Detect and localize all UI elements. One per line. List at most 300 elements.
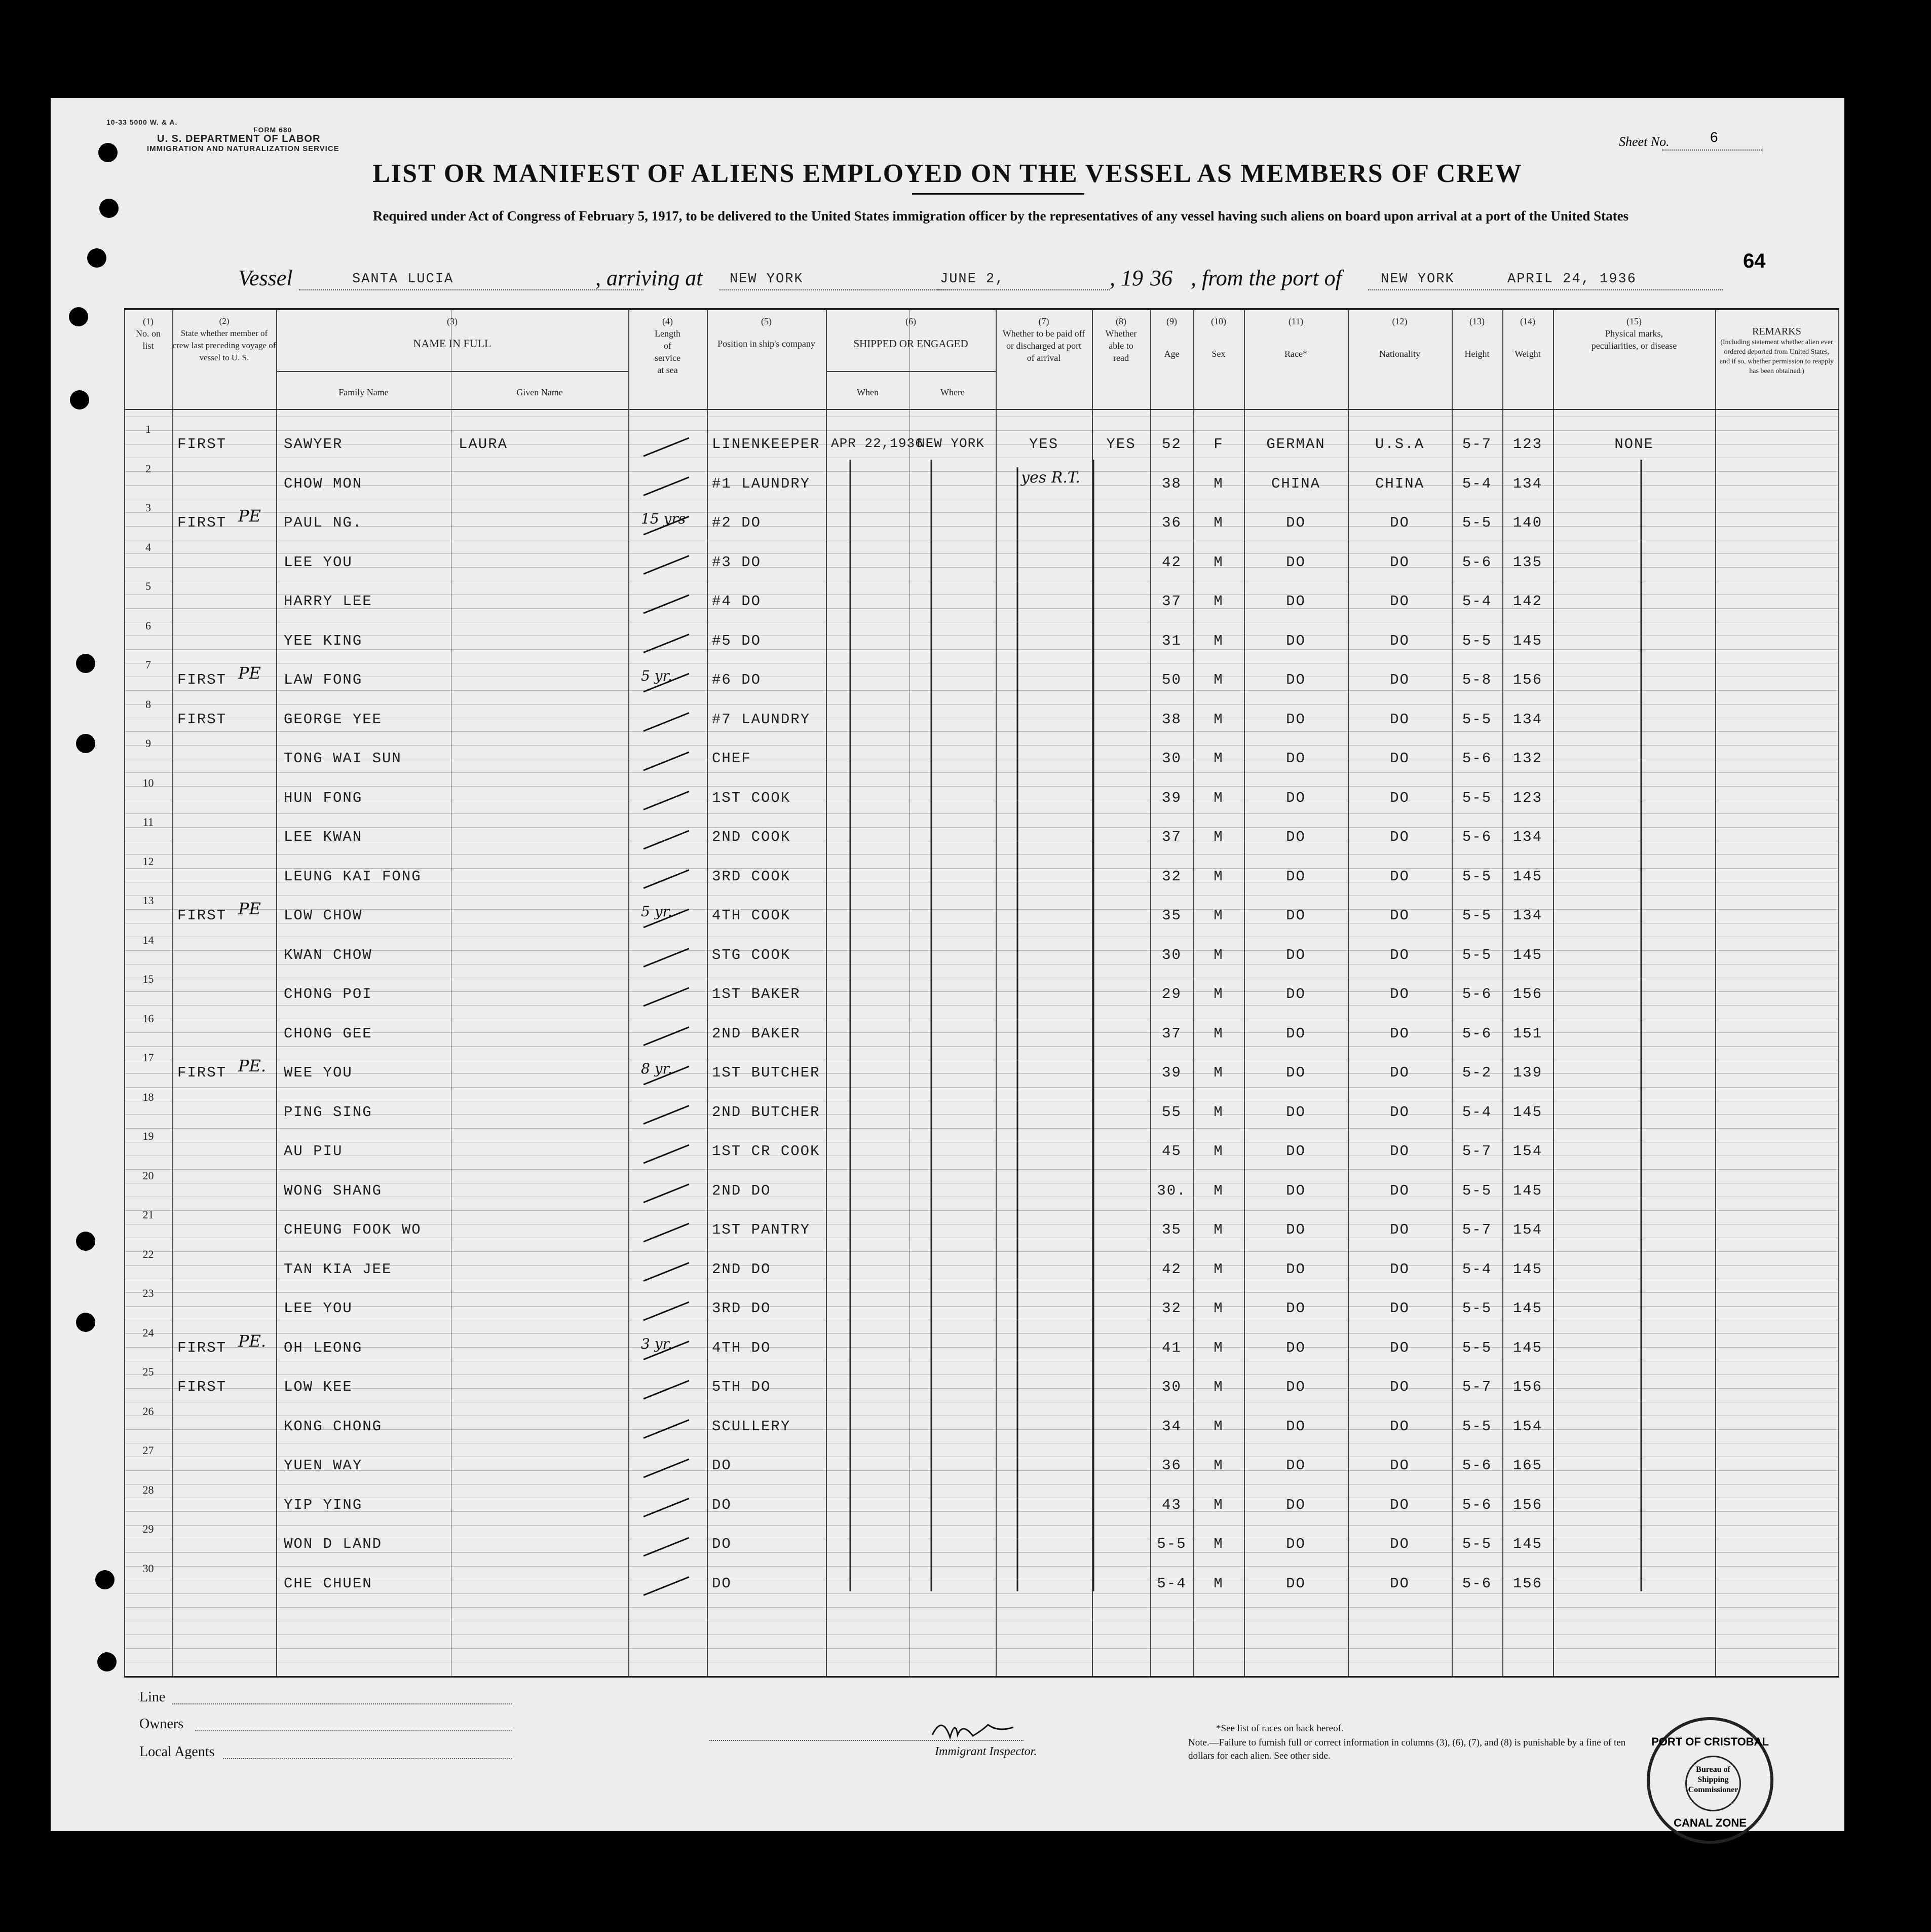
handwritten-paid-note: yes R.T.	[1021, 468, 1080, 487]
cell-age: 35	[1162, 1221, 1182, 1238]
cell-nationality: DO	[1390, 868, 1410, 885]
service-check-stroke	[643, 438, 689, 456]
cell-position: 2ND BAKER	[712, 1025, 801, 1042]
service-name: IMMIGRATION AND NATURALIZATION SERVICE	[147, 144, 339, 153]
service-check-stroke	[643, 909, 689, 927]
cell-position: DO	[712, 1457, 732, 1474]
cell-family-name: WONG SHANG	[284, 1182, 383, 1199]
cell-race: DO	[1286, 514, 1306, 531]
cell-height: 5-6	[1462, 986, 1492, 1002]
cell-row-number: 18	[142, 1090, 154, 1103]
cell-sex: M	[1214, 672, 1224, 688]
col10-header: (10) Sex	[1211, 316, 1226, 359]
cell-family-name: LOW KEE	[284, 1379, 353, 1395]
cell-weight: 139	[1512, 1064, 1543, 1081]
cell-nationality: DO	[1390, 1496, 1410, 1513]
cell-sex: M	[1214, 514, 1224, 531]
handwritten-service-length: 15 yrs	[641, 510, 686, 527]
cell-family-name: HARRY LEE	[284, 593, 372, 610]
handwritten-page-number: 64	[1743, 250, 1766, 272]
cell-weight: 145	[1512, 868, 1543, 885]
punch-hole	[97, 1652, 117, 1671]
cell-nationality: DO	[1390, 1025, 1410, 1042]
cell-race: DO	[1286, 1496, 1306, 1513]
page-title: LIST OR MANIFEST OF ALIENS EMPLOYED ON THE VESSEL AS MEMBERS OF CREW	[372, 159, 1523, 188]
cell-age: 38	[1162, 711, 1182, 728]
cell-position: #4 DO	[712, 593, 762, 610]
col6-header: (6) SHIPPED OR ENGAGED	[853, 316, 968, 350]
cell-race: DO	[1286, 1064, 1306, 1081]
cell-position: 2ND DO	[712, 1182, 771, 1199]
cell-sex: M	[1214, 1457, 1224, 1474]
year-value: 36	[1150, 266, 1172, 290]
cell-race: DO	[1286, 907, 1306, 924]
cell-sex: F	[1214, 436, 1224, 453]
cell-sex: M	[1214, 475, 1224, 492]
cell-age: 32	[1162, 1300, 1182, 1317]
handwritten-prev-note: PE.	[238, 1331, 267, 1351]
cell-family-name: PAUL NG.	[284, 514, 363, 531]
arriving-label: , arriving at	[595, 266, 703, 290]
cell-family-name: CHE CHUEN	[284, 1575, 372, 1592]
cell-race: DO	[1286, 1025, 1306, 1042]
cell-weight: 165	[1512, 1457, 1543, 1474]
cell-nationality: DO	[1390, 672, 1410, 688]
cell-row-number: 3	[145, 501, 151, 514]
service-check-stroke	[643, 1027, 689, 1046]
cell-age: 50	[1162, 672, 1182, 688]
cell-height: 5-4	[1462, 475, 1492, 492]
cell-race: DO	[1286, 1536, 1306, 1552]
cell-position: 1ST COOK	[712, 789, 791, 806]
handwritten-service-length: 5 yr.	[641, 667, 672, 684]
cell-height: 5-5	[1462, 1339, 1492, 1356]
cell-position: #5 DO	[712, 632, 762, 649]
cell-row-number: 8	[145, 697, 151, 711]
cell-position: DO	[712, 1496, 732, 1513]
punch-hole	[76, 654, 95, 673]
cell-race: DO	[1286, 1339, 1306, 1356]
cell-row-number: 13	[142, 894, 154, 907]
cell-sex: M	[1214, 829, 1224, 845]
cell-family-name: CHONG POI	[284, 986, 372, 1002]
inspector-signature	[927, 1710, 1018, 1750]
cell-age: 29	[1162, 986, 1182, 1002]
cell-race: DO	[1286, 1103, 1306, 1121]
cell-weight: 156	[1512, 1575, 1543, 1592]
col5-header: (5) Position in ship's company	[717, 316, 815, 349]
cell-height: 5-4	[1462, 1103, 1492, 1121]
year-label: , 19	[1110, 266, 1143, 290]
cell-height: 5-2	[1462, 1064, 1492, 1081]
cell-race: DO	[1286, 1457, 1306, 1474]
cell-row-number: 21	[142, 1208, 154, 1221]
cell-sex: M	[1214, 1143, 1224, 1160]
cell-physical-marks: NONE	[1614, 436, 1654, 453]
from-label: , from the port of	[1191, 266, 1342, 290]
cell-nationality: DO	[1390, 1300, 1410, 1317]
cell-weight: 145	[1512, 1103, 1543, 1121]
punch-hole	[70, 390, 89, 410]
cell-race: DO	[1286, 1143, 1306, 1160]
cell-weight: 145	[1512, 1339, 1543, 1356]
cell-height: 5-7	[1462, 1221, 1492, 1238]
cell-weight: 140	[1512, 514, 1543, 531]
service-check-stroke	[643, 1106, 689, 1124]
cell-age: 39	[1162, 789, 1182, 806]
cell-position: CHEF	[712, 750, 751, 767]
cell-row-number: 27	[142, 1444, 154, 1457]
punch-hole	[87, 248, 106, 268]
cell-position: 3RD DO	[712, 1300, 771, 1317]
cell-height: 5-8	[1462, 672, 1492, 688]
cell-age: 37	[1162, 593, 1182, 610]
cell-weight: 134	[1512, 711, 1543, 728]
cell-sex: M	[1214, 789, 1224, 806]
handwritten-marks	[124, 310, 1839, 1676]
cell-age: 36	[1162, 1457, 1182, 1474]
cell-family-name: AU PIU	[284, 1143, 343, 1160]
cell-prev-voyage: FIRST	[177, 1064, 227, 1081]
cell-nationality: DO	[1390, 1339, 1410, 1356]
service-check-stroke	[643, 516, 689, 535]
cell-age: 34	[1162, 1418, 1182, 1435]
cell-race: DO	[1286, 868, 1306, 885]
cell-race: DO	[1286, 553, 1306, 571]
cell-sex: M	[1214, 946, 1224, 963]
col11-header: (11) Race*	[1284, 316, 1307, 359]
service-check-stroke	[643, 556, 689, 574]
service-check-stroke	[643, 1302, 689, 1320]
cell-sex: M	[1214, 1025, 1224, 1042]
cell-sex: M	[1214, 907, 1224, 924]
cell-weight: 123	[1512, 789, 1543, 806]
cell-row-number: 1	[145, 423, 151, 435]
cell-height: 5-5	[1462, 632, 1492, 649]
cell-race: DO	[1286, 750, 1306, 767]
col7-header: (7) Whether to be paid off or discharged at port of arrival	[1002, 316, 1085, 363]
cell-age: 41	[1162, 1339, 1182, 1356]
cell-paid-off: YES	[1029, 436, 1059, 453]
cell-race: GERMAN	[1266, 436, 1326, 453]
cell-race: DO	[1286, 1182, 1306, 1199]
cell-race: DO	[1286, 1379, 1306, 1395]
service-check-stroke	[643, 635, 689, 653]
cell-family-name: GEORGE YEE	[284, 711, 383, 728]
cell-row-number: 10	[142, 776, 154, 789]
cell-race: DO	[1286, 1575, 1306, 1592]
cell-position: 1ST BUTCHER	[712, 1064, 820, 1081]
cell-family-name: OH LEONG	[284, 1339, 363, 1356]
cell-family-name: WEE YOU	[284, 1064, 353, 1081]
cell-position: SCULLERY	[712, 1418, 791, 1435]
service-check-stroke	[643, 1223, 689, 1242]
punch-hole	[99, 199, 119, 218]
cell-able-to-read: YES	[1106, 436, 1136, 453]
cell-weight: 156	[1512, 1379, 1543, 1395]
cell-height: 5-4	[1462, 1260, 1492, 1278]
cell-row-number: 2	[145, 462, 151, 475]
cell-sex: M	[1214, 1221, 1224, 1238]
col8-header: (8) Whether able to read	[1105, 316, 1137, 363]
service-check-stroke	[643, 988, 689, 1006]
cell-age: 42	[1162, 553, 1182, 571]
cell-height: 5-6	[1462, 829, 1492, 845]
cell-nationality: DO	[1390, 1260, 1410, 1278]
cell-age: 30	[1162, 750, 1182, 767]
cell-row-number: 24	[142, 1326, 154, 1339]
service-check-stroke	[643, 1381, 689, 1399]
cell-sex: M	[1214, 1260, 1224, 1278]
cell-position: 4TH DO	[712, 1339, 771, 1356]
cell-age: 30	[1162, 1379, 1182, 1395]
crew-table	[124, 308, 1839, 1678]
cell-sex: M	[1214, 868, 1224, 885]
cell-prev-voyage: FIRST	[177, 514, 227, 531]
vessel-name: SANTA LUCIA	[352, 272, 454, 287]
cell-position: #6 DO	[712, 672, 762, 688]
cell-height: 5-5	[1462, 1418, 1492, 1435]
cell-position: 5TH DO	[712, 1379, 771, 1395]
cell-sex: M	[1214, 1496, 1224, 1513]
cell-prev-voyage: FIRST	[177, 1379, 227, 1395]
service-check-stroke	[643, 1263, 689, 1281]
cell-race: DO	[1286, 829, 1306, 845]
handwritten-prev-note: PE	[238, 506, 261, 526]
port-of-cristobal-stamp: PORT OF CRISTOBAL Bureau of Shipping Commissioner CANAL ZONE	[1647, 1717, 1773, 1844]
cell-height: 5-5	[1462, 946, 1492, 963]
punch-hole	[95, 1570, 115, 1589]
cell-race: DO	[1286, 672, 1306, 688]
cell-age: 55	[1162, 1103, 1182, 1121]
cell-row-number: 16	[142, 1012, 154, 1025]
from-port: NEW YORK	[1381, 272, 1455, 287]
cell-position: LINENKEEPER	[712, 436, 820, 453]
service-check-stroke	[643, 1342, 689, 1360]
cell-nationality: DO	[1390, 789, 1410, 806]
col9-header: (9) Age	[1164, 316, 1180, 359]
cell-position: #1 LAUNDRY	[712, 475, 811, 492]
when-header: When	[857, 387, 879, 397]
cell-sex: M	[1214, 1064, 1224, 1081]
cell-race: DO	[1286, 1260, 1306, 1278]
cell-nationality: DO	[1390, 907, 1410, 924]
service-check-stroke	[643, 1145, 689, 1163]
cell-nationality: DO	[1390, 1143, 1410, 1160]
cell-family-name: YIP YING	[284, 1496, 363, 1513]
cell-position: #3 DO	[712, 553, 762, 571]
cell-family-name: LAW FONG	[284, 672, 363, 688]
cell-nationality: DO	[1390, 1575, 1410, 1592]
cell-age: 38	[1162, 475, 1182, 492]
punch-hole	[76, 1313, 95, 1332]
cell-weight: 156	[1512, 672, 1543, 688]
cell-race: DO	[1286, 1300, 1306, 1317]
cell-position: 4TH COOK	[712, 907, 791, 924]
cell-race: DO	[1286, 1221, 1306, 1238]
service-check-stroke	[643, 1420, 689, 1438]
cell-height: 5-6	[1462, 1496, 1492, 1513]
print-code: 10-33 5000 W. & A.	[106, 118, 178, 126]
cell-family-name: HUN FONG	[284, 789, 363, 806]
cell-weight: 123	[1512, 436, 1543, 453]
cell-sex: M	[1214, 1339, 1224, 1356]
cell-row-number: 20	[142, 1169, 154, 1182]
cell-weight: 132	[1512, 750, 1543, 767]
inspector-label: Immigrant Inspector.	[935, 1745, 1037, 1758]
cell-sex: M	[1214, 1536, 1224, 1552]
family-name-header: Family Name	[338, 387, 389, 397]
cell-weight: 134	[1512, 907, 1543, 924]
cell-weight: 134	[1512, 475, 1543, 492]
cell-sex: M	[1214, 1300, 1224, 1317]
cell-nationality: DO	[1390, 1379, 1410, 1395]
sheet-number: 6	[1710, 129, 1718, 145]
cell-family-name: KONG CHONG	[284, 1418, 383, 1435]
cell-weight: 156	[1512, 1496, 1543, 1513]
cell-race: DO	[1286, 946, 1306, 963]
service-check-stroke	[643, 949, 689, 967]
cell-position: 1ST CR COOK	[712, 1143, 820, 1160]
cell-height: 5-4	[1462, 593, 1492, 610]
handwritten-service-length: 3 yr.	[641, 1335, 672, 1352]
service-check-stroke	[643, 477, 689, 496]
from-date: APRIL 24, 1936	[1507, 272, 1637, 287]
cell-row-number: 19	[142, 1130, 154, 1142]
cell-nationality: DO	[1390, 1064, 1410, 1081]
cell-weight: 135	[1512, 553, 1543, 571]
handwritten-prev-note: PE.	[238, 1056, 267, 1075]
cell-weight: 151	[1512, 1025, 1543, 1042]
cell-age: 43	[1162, 1496, 1182, 1513]
col1-header: (1) No. on list	[136, 316, 161, 351]
service-check-stroke	[643, 1577, 689, 1595]
cell-position: 2ND COOK	[712, 829, 791, 845]
page-subtitle: Required under Act of Congress of February 5, 1917, to be delivered to the United States immigration officer by the representatives of any vessel having such aliens on board upon arrival at a port of the United States	[372, 208, 1629, 224]
races-note: *See list of races on back hereof.	[1216, 1723, 1344, 1734]
cell-height: 5-6	[1462, 1575, 1492, 1592]
cell-nationality: DO	[1390, 1221, 1410, 1238]
cell-height: 5-5	[1462, 789, 1492, 806]
handwritten-service-length: 5 yr.	[641, 903, 672, 920]
local-agents-label: Local Agents	[139, 1744, 215, 1760]
cell-age: 5-4	[1157, 1575, 1187, 1592]
cell-row-number: 15	[142, 973, 154, 985]
cell-age: 36	[1162, 514, 1182, 531]
cell-position: STG COOK	[712, 946, 791, 963]
service-check-stroke	[643, 595, 689, 613]
cell-row-number: 28	[142, 1483, 154, 1496]
cell-row-number: 14	[142, 933, 154, 946]
cell-height: 5-5	[1462, 711, 1492, 728]
punch-hole	[69, 307, 88, 326]
cell-sex: M	[1214, 1418, 1224, 1435]
cell-weight: 154	[1512, 1418, 1543, 1435]
cell-nationality: DO	[1390, 750, 1410, 767]
cell-family-name: TAN KIA JEE	[284, 1260, 392, 1278]
cell-family-name: YEE KING	[284, 632, 363, 649]
cell-sex: M	[1214, 750, 1224, 767]
cell-nationality: DO	[1390, 1418, 1410, 1435]
handwritten-service-length: 8 yr.	[641, 1060, 672, 1077]
cell-weight: 134	[1512, 829, 1543, 845]
cell-family-name: LOW CHOW	[284, 907, 363, 924]
cell-row-number: 9	[145, 737, 151, 750]
cell-position: DO	[712, 1575, 732, 1592]
cell-height: 5-7	[1462, 1379, 1492, 1395]
cell-age: 37	[1162, 1025, 1182, 1042]
cell-family-name: LEE YOU	[284, 1300, 353, 1317]
cell-row-number: 17	[142, 1051, 154, 1064]
cell-age: 30	[1162, 946, 1182, 963]
cell-row-number: 29	[142, 1522, 154, 1535]
line-label: Line	[139, 1689, 166, 1705]
where-header: Where	[940, 387, 965, 397]
department: U. S. DEPARTMENT OF LABOR	[157, 133, 321, 144]
cell-sex: M	[1214, 711, 1224, 728]
cell-height: 5-5	[1462, 1182, 1492, 1199]
cell-height: 5-7	[1462, 1143, 1492, 1160]
handwritten-prev-note: PE	[238, 899, 261, 918]
cell-height: 5-6	[1462, 1457, 1492, 1474]
cell-sex: M	[1214, 1103, 1224, 1121]
cell-shipped-when: APR 22,1936	[831, 436, 924, 451]
cell-family-name: YUEN WAY	[284, 1457, 363, 1474]
cell-height: 5-6	[1462, 750, 1492, 767]
cell-height: 5-6	[1462, 553, 1492, 571]
cell-family-name: PING SING	[284, 1103, 372, 1121]
cell-height: 5-5	[1462, 907, 1492, 924]
cell-row-number: 23	[142, 1287, 154, 1299]
cell-sex: M	[1214, 632, 1224, 649]
col2-header: (2) State whether member of crew last preceding voyage of vessel to U. S.	[172, 316, 276, 362]
owners-label: Owners	[139, 1716, 184, 1732]
cell-row-number: 6	[145, 619, 151, 632]
cell-nationality: DO	[1390, 946, 1410, 963]
service-check-stroke	[643, 1499, 689, 1517]
cell-age: 45	[1162, 1143, 1182, 1160]
cell-family-name: LEE YOU	[284, 553, 353, 571]
cell-prev-voyage: FIRST	[177, 672, 227, 688]
cell-family-name: CHONG GEE	[284, 1025, 372, 1042]
cell-given-name: LAURA	[459, 436, 508, 453]
cell-height: 5-7	[1462, 436, 1492, 453]
cell-age: 52	[1162, 436, 1182, 453]
cell-weight: 154	[1512, 1221, 1543, 1238]
cell-weight: 142	[1512, 593, 1543, 610]
cell-age: 42	[1162, 1260, 1182, 1278]
col12-header: (12) Nationality	[1379, 316, 1420, 359]
cell-family-name: SAWYER	[284, 436, 343, 453]
cell-row-number: 26	[142, 1404, 154, 1418]
cell-weight: 145	[1512, 1300, 1543, 1317]
penalty-note: Note.—Failure to furnish full or correct information in columns (3), (6), (7), and (8) is punishable by a fine of ten dollars for each alien. See other side.	[1188, 1737, 1626, 1761]
cell-age: 5-5	[1157, 1536, 1187, 1552]
cell-prev-voyage: FIRST	[177, 907, 227, 924]
manifest-sheet	[51, 98, 1844, 1831]
cell-age: 39	[1162, 1064, 1182, 1081]
cell-nationality: DO	[1390, 1103, 1410, 1121]
cell-age: 35	[1162, 907, 1182, 924]
cell-family-name: CHEUNG FOOK WO	[284, 1221, 422, 1238]
service-check-stroke	[643, 1459, 689, 1477]
cell-sex: M	[1214, 1182, 1224, 1199]
cell-age: 32	[1162, 868, 1182, 885]
given-name-header: Given Name	[516, 387, 563, 397]
cell-sex: M	[1214, 553, 1224, 571]
service-check-stroke	[643, 1066, 689, 1085]
cell-sex: M	[1214, 986, 1224, 1002]
